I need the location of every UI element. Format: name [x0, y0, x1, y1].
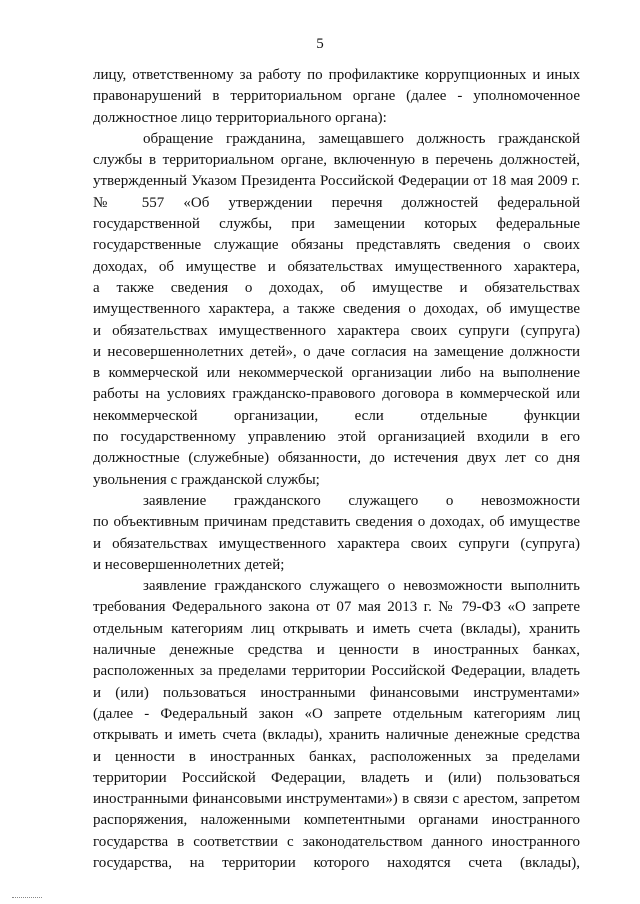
- text-line: требования Федерального закона от 07 мая 2013 г. № 79-ФЗ «О запрете: [93, 599, 580, 616]
- text-line: утвержденный Указом Президента Российской Федерации от 18 мая 2009 г.: [93, 173, 580, 190]
- text-line: доходах, об имуществе и обязательствах имущественного характера,: [93, 258, 580, 275]
- text-line: увольнения с гражданской службы;: [93, 471, 320, 488]
- text-line: государственные служащие обязаны представлять сведения о своих: [93, 237, 580, 254]
- text-line: заявление гражданского служащего о невозможности: [143, 492, 580, 509]
- text-line: имущественного характера, а также сведения о доходах, об имуществе: [93, 301, 580, 318]
- text-line: наличные денежные средства и ценности в иностранных банках,: [93, 642, 580, 659]
- text-line: некоммерческой организации, если отдельные функции: [93, 407, 580, 424]
- text-line: иностранными финансовыми инструментами») в связи с арестом, запретом: [93, 791, 580, 808]
- text-line: и несовершеннолетних детей;: [93, 556, 285, 573]
- text-line: работы на условиях гражданско-правового договора в коммерческой или: [93, 386, 580, 403]
- text-line: а также сведения о доходах, об имуществе и обязательствах: [93, 279, 580, 296]
- text-line: обращение гражданина, замещавшего должность гражданской: [143, 130, 580, 147]
- text-line: государства в соответствии с законодательством данного иностранного: [93, 833, 580, 850]
- text-line: и ценности в иностранных банках, расположенных за пределами: [93, 748, 580, 765]
- page-number: 5: [316, 36, 324, 52]
- text-line: правонарушений в территориальном органе (далее - уполномоченное: [93, 88, 580, 105]
- text-line: и обязательствах имущественного характера своих супруги (супруга): [93, 535, 580, 552]
- text-line: и несовершеннолетних детей», о даче согласия на замещение должности: [93, 343, 580, 360]
- text-line: должностные (служебные) обязанности, до истечения двух лет со дня: [93, 450, 580, 467]
- text-line: лицу, ответственному за работу по профилактике коррупционных и иных: [93, 67, 580, 83]
- text-line: службы в территориальном органе, включенную в перечень должностей,: [93, 152, 580, 169]
- text-line: в коммерческой или некоммерческой организации либо на выполнение: [93, 365, 580, 382]
- text-line: по объективным причинам представить сведения о доходах, об имуществе: [93, 514, 580, 531]
- text-line: № 557 «Об утверждении перечня должностей федеральной: [93, 194, 580, 211]
- text-line: (далее - Федеральный закон «О запрете отдельным категориям лиц: [93, 705, 580, 722]
- text-line: государственной службы, при замещении которых федеральные: [93, 216, 580, 233]
- text-line: государства, на территории которого находятся счета (вклады),: [93, 854, 580, 871]
- text-line: распоряжения, наложенными компетентными органами иностранного: [93, 812, 580, 829]
- text-line: по государственному управлению этой организацией входили в его: [93, 429, 580, 446]
- text-line: и (или) пользоваться иностранными финансовыми инструментами»: [93, 684, 580, 701]
- scan-artifact: [12, 897, 42, 900]
- text-line: открывать и иметь счета (вклады), хранить наличные денежные средства: [93, 727, 580, 744]
- text-line: территории Российской Федерации, владеть и (или) пользоваться: [93, 769, 580, 786]
- text-line: должностное лицо территориального органа):: [93, 109, 387, 126]
- text-line: заявление гражданского служащего о невозможности выполнить: [143, 578, 580, 595]
- text-line: расположенных за пределами территории Российской Федерации, владеть: [93, 663, 580, 680]
- text-line: и обязательствах имущественного характера своих супруги (супруга): [93, 322, 580, 339]
- text-line: отдельным категориям лиц открывать и иметь счета (вклады), хранить: [93, 620, 580, 637]
- document-body: [93, 65, 580, 874]
